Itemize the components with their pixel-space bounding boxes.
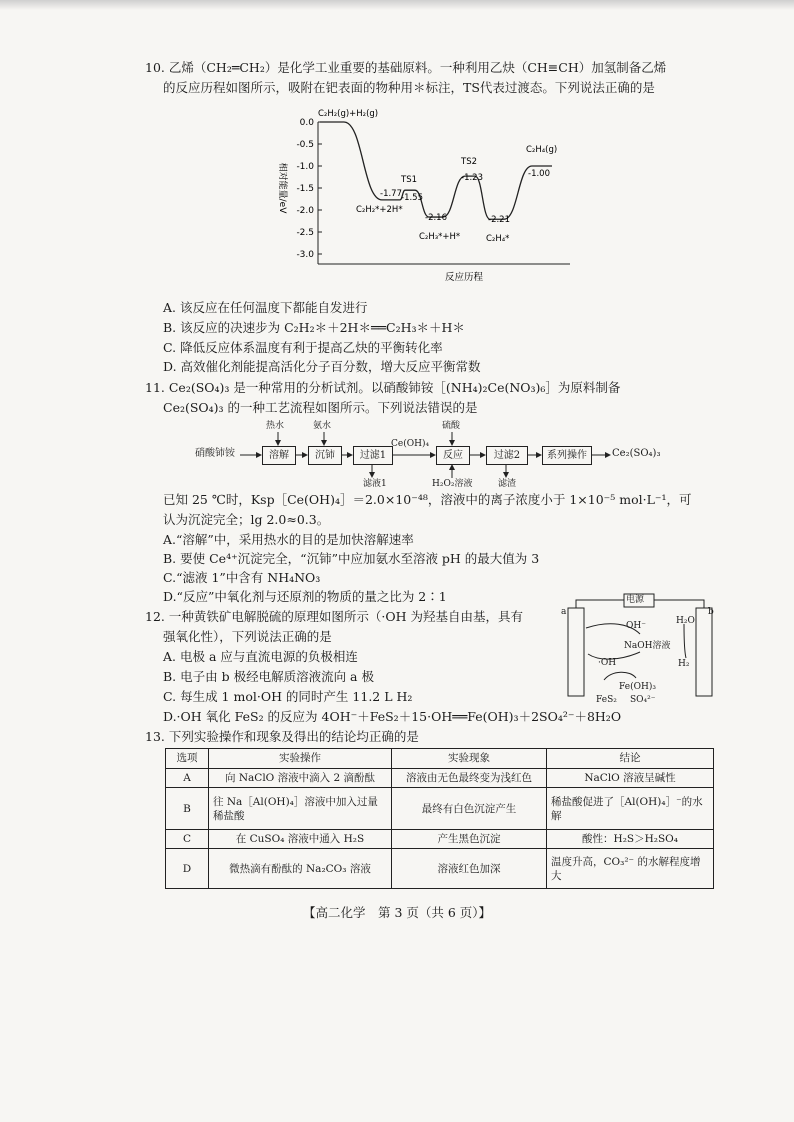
value-label-ts2: -1.23 [461, 173, 483, 184]
x-axis-label: 反应历程 [444, 272, 484, 283]
row-option: D [166, 849, 209, 889]
so4-label: SO₄²⁻ [630, 695, 656, 705]
electrode-a-label: a [561, 607, 567, 617]
experiment-table [165, 748, 714, 889]
y-tick-label: -1.0 [296, 162, 314, 172]
flow-out-residue: 滤渣 [498, 479, 517, 489]
table-row [166, 849, 714, 889]
flow-input-h2o2: H₂O₂溶液 [432, 479, 473, 489]
y-tick-label: -1.5 [296, 184, 314, 194]
row-conclusion: 酸性：H₂S＞H₂SO₄ [547, 830, 714, 849]
flow-step-series: 系列操作 [542, 446, 592, 465]
table-header-row [166, 749, 714, 769]
q10-stem-line2: 的反应历程如图所示，吸附在钯表面的物种用＊标注，TS代表过渡态。下列说法正确的是 [163, 80, 655, 95]
q11-option-c: C.“滤液 1”中含有 NH₄NO₃ [163, 570, 321, 585]
q12-option-a: A. 电极 a 应与直流电源的负极相连 [163, 649, 358, 664]
row-conclusion: 稀盐酸促进了［Al(OH)₄］⁻的水解 [547, 788, 714, 830]
power-label: 电源 [626, 595, 645, 605]
h2-label: H₂ [678, 659, 690, 669]
q11-stem-line1: 11. Ce₂(SO₄)₃ 是一种常用的分析试剂。以硝酸铈铵［(NH₄)₂Ce(NO₃)₆］为原料制备 [145, 380, 621, 395]
q11-option-a: A.“溶解”中，采用热水的目的是加快溶解速率 [163, 532, 414, 547]
flow-input-ammonia: 氨水 [313, 421, 332, 431]
flow-step-dissolve: 溶解 [262, 446, 296, 465]
state-label-s3: C₂H₄* [486, 234, 510, 245]
row-phenomenon: 溶液红色加深 [392, 849, 547, 889]
q12-stem-line1: 12. 一种黄铁矿电解脱硫的原理如图所示（·OH 为羟基自由基，具有 [145, 609, 523, 624]
oh-radical-label: ·OH [598, 658, 617, 668]
naoh-label: NaOH溶液 [624, 641, 671, 651]
y-tick-label: -2.0 [296, 206, 314, 216]
q12-option-b: B. 电子由 b 极经电解质溶液流向 a 极 [163, 669, 374, 684]
row-option: A [166, 769, 209, 788]
y-tick-label: -0.5 [296, 140, 314, 150]
value-label-1: -1.77 [380, 188, 402, 199]
q11-stem-line2: Ce₂(SO₄)₃ 的一种工艺流程如图所示。下列说法错误的是 [163, 400, 478, 415]
flow-mid-label: Ce(OH)₄ [391, 439, 430, 449]
electrode-a [568, 608, 584, 696]
flow-step-react: 反应 [436, 446, 470, 465]
q11-known-line1: 已知 25 ℃时，Ksp［Ce(OH)₄］＝2.0×10⁻⁴⁸，溶液中的离子浓度小于 1×10⁻⁵ mol·L⁻¹，可 [163, 492, 692, 507]
table-row [166, 830, 714, 849]
row-operation: 在 CuSO₄ 溶液中通入 H₂S [209, 830, 392, 849]
electrode-b [696, 608, 712, 696]
q12-stem-line2: 强氧化性），下列说法正确的是 [163, 629, 332, 644]
flow-step-filter2: 过滤2 [486, 446, 528, 465]
h2o-label: H₂O [676, 616, 695, 626]
state-label-start: C₂H₂(g)+H₂(g) [318, 109, 379, 119]
q10-option-d: D. 高效催化剂能提高活化分子百分数，增大反应平衡常数 [163, 359, 481, 374]
flow-end: Ce₂(SO₄)₃ [612, 448, 661, 459]
row-phenomenon: 产生黑色沉淀 [392, 830, 547, 849]
row-phenomenon: 最终有白色沉淀产生 [392, 788, 547, 830]
row-option: B [166, 788, 209, 830]
q11-option-d: D.“反应”中氧化剂与还原剂的物质的量之比为 2∶1 [163, 589, 447, 604]
flow-out-filtrate1: 滤液1 [363, 479, 387, 489]
page-footer: 【高二化学 第 3 页（共 6 页）】 [302, 905, 492, 920]
feoh3-label: Fe(OH)₃ [619, 682, 656, 692]
table-header-operation: 实验操作 [209, 749, 392, 769]
table-row [166, 769, 714, 788]
q10-option-b: B. 该反应的决速步为 C₂H₂＊＋2H＊══C₂H₃＊＋H＊ [163, 320, 465, 335]
q11-option-b: B. 要使 Ce⁴⁺沉淀完全，“沉铈”中应加氨水至溶液 pH 的最大值为 3 [163, 551, 540, 566]
q11-known-line2: 认为沉淀完全；lg 2.0≈0.3。 [163, 512, 330, 527]
state-label-ts2: TS2 [461, 157, 477, 168]
q13-stem: 13. 下列实验操作和现象及得出的结论均正确的是 [145, 729, 419, 744]
table-header-phenomenon: 实验现象 [392, 749, 547, 769]
state-label-ts1: TS1 [401, 175, 417, 186]
row-operation: 往 Na［Al(OH)₄］溶液中加入过量稀盐酸 [209, 788, 392, 830]
q12-option-c: C. 每生成 1 mol·OH 的同时产生 11.2 L H₂ [163, 689, 413, 704]
flow-input-hot-water: 热水 [266, 421, 285, 431]
value-label-2: -2.16 [425, 213, 447, 224]
value-label-end: -1.00 [528, 169, 550, 179]
row-phenomenon: 溶液由无色最终变为浅红色 [392, 769, 547, 788]
y-axis-label: 相对能量/eV [277, 162, 287, 214]
flow-step-filter1: 过滤1 [353, 446, 393, 465]
row-option: C [166, 830, 209, 849]
state-label-s2: C₂H₃*+H* [419, 232, 461, 243]
flow-start: 硝酸铈铵 [195, 448, 235, 459]
state-label-end: C₂H₄(g) [526, 145, 558, 155]
row-operation: 向 NaClO 溶液中滴入 2 滴酚酞 [209, 769, 392, 788]
y-tick-label: -2.5 [296, 228, 314, 238]
value-label-3: -2.21 [488, 215, 510, 226]
value-label-ts1: -1.55 [401, 193, 423, 204]
y-tick-label: 0.0 [299, 118, 314, 128]
flow-step-precipitate: 沉铈 [308, 446, 342, 465]
q10-option-c: C. 降低反应体系温度有利于提高乙炔的平衡转化率 [163, 340, 443, 355]
electrode-b-label: b [708, 607, 714, 617]
fes2-label: FeS₂ [596, 695, 617, 705]
q12-option-d: D.·OH 氧化 FeS₂ 的反应为 4OH⁻＋FeS₂＋15·OH══Fe(OH)₃＋2SO₄²⁻＋8H₂O [163, 709, 622, 724]
oh-minus-label: OH⁻ [626, 621, 646, 631]
row-conclusion: 温度升高，CO₃²⁻ 的水解程度增大 [547, 849, 714, 889]
row-conclusion: NaClO 溶液呈碱性 [547, 769, 714, 788]
y-tick-label: -3.0 [296, 250, 314, 260]
flow-input-sulfuric: 硫酸 [442, 421, 461, 431]
table-header-option: 选项 [166, 749, 209, 769]
q10-option-a: A. 该反应在任何温度下都能自发进行 [163, 300, 368, 315]
state-label-s1: C₂H₂*+2H* [356, 204, 403, 215]
table-header-conclusion: 结论 [547, 749, 714, 769]
table-row [166, 788, 714, 830]
q10-stem-line1: 10. 乙烯（CH₂═CH₂）是化学工业重要的基础原料。一种利用乙炔（CH≡CH）加氢制备乙烯 [145, 60, 667, 75]
row-operation: 微热滴有酚酞的 Na₂CO₃ 溶液 [209, 849, 392, 889]
